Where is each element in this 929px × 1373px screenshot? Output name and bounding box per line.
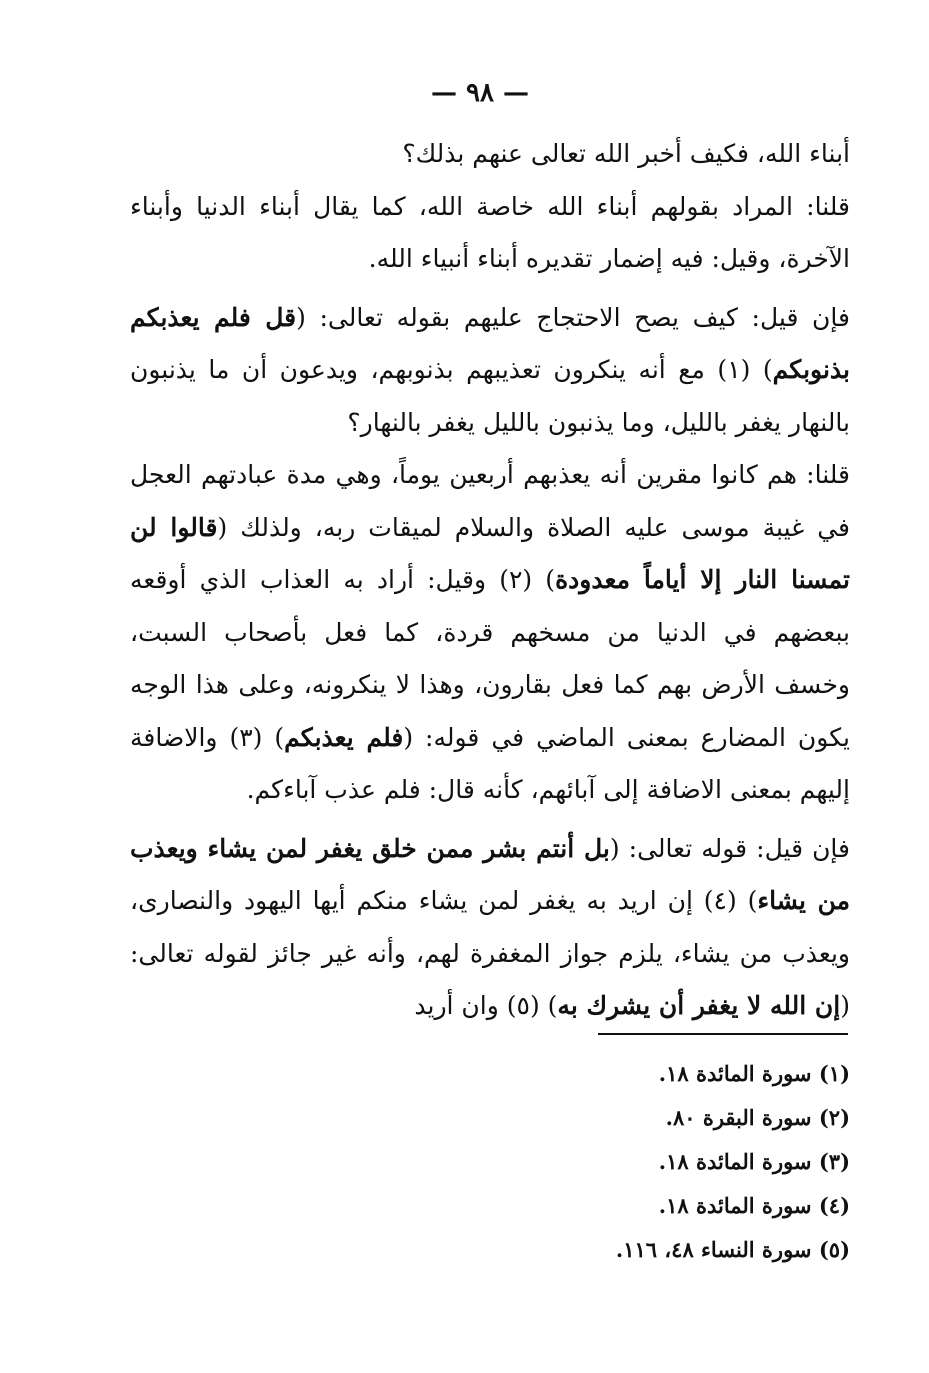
quran-quote: بل أنتم بشر ممن خلق يغفر لمن يشاء ويعذب من يشاء <box>130 833 850 915</box>
footnote: (٥) سورة النساء ٤٨، ١١٦. <box>615 1237 850 1262</box>
text-run: ) (٣) والاضافة إليهم بمعنى الاضافة إلى آبائهم، كأنه قال: فلم عذب آباءكم. <box>130 722 850 804</box>
text-run: أبناء الله، فكيف أخبر الله تعالى عنهم بذلك؟ <box>402 139 850 168</box>
footnote-divider <box>598 1033 848 1035</box>
footnote: (٣) سورة المائدة ١٨. <box>658 1149 850 1174</box>
quran-quote: قالوا لن تمسنا النار إلا أياماً معدودة <box>130 512 850 594</box>
quran-quote: إن الله لا يغفر أن يشرك به <box>557 991 841 1020</box>
text-run: ) (٥) وان أريد <box>414 991 558 1020</box>
footnote: (١) سورة المائدة ١٨. <box>658 1061 850 1086</box>
text-run: قلنا: هم كانوا مقرين أنه يعذبهم أربعين يوماً، وهي مدة عبادتهم العجل في غيبة موسى عليه الصلاة والسلام لميقات ربه، ولذلك ( <box>130 460 850 542</box>
paragraph <box>130 128 850 181</box>
text-run: فإن قيل: قوله تعالى: ( <box>609 833 850 863</box>
footnote: (٤) سورة المائدة ١٨. <box>658 1193 850 1218</box>
paragraph <box>130 181 850 286</box>
paragraph <box>130 823 850 1033</box>
page-number: — ٩٨ — <box>430 78 530 108</box>
text-run: ) (٢) وقيل: أراد به العذاب الذي أوقعه ببعضهم في الدنيا من مسخهم قردة، كما فعل بأصحاب السبت، وخسف الأرض بهم كما فعل بقارون، وهذا لا ينكرونه، وعلى هذا الوجه يكون المضارع بمعنى الماضي في قوله: ( <box>130 565 850 752</box>
text-run: فإن قيل: كيف يصح الاحتجاج عليهم بقوله تعالى: ( <box>296 302 850 332</box>
text-run: ) (٤) إن اريد به يغفر لمن يشاء منكم أيها اليهود والنصارى، ويعذب من يشاء، يلزم جواز المغفرة لهم، وأنه غير جائز لقوله تعالى: ( <box>130 886 850 1020</box>
text-run: ) (١) مع أنه ينكرون تعذيبهم بذنوبهم، ويدعون أن ما يذنبون بالنهار يغفر بالليل، وما يذنبون بالليل يغفر بالنهار؟ <box>130 355 850 437</box>
paragraph <box>130 292 850 450</box>
text-run: قلنا: المراد بقولهم أبناء الله خاصة الله، كما يقال أبناء الدنيا وأبناء الآخرة، وقيل: فيه إضمار تقديره أبناء أنبياء الله. <box>130 191 850 273</box>
paragraph <box>130 449 850 817</box>
footnotes <box>560 1052 850 1272</box>
main-text <box>130 128 850 1033</box>
quran-quote: قل فلم يعذبكم بذنوبكم <box>130 302 850 384</box>
quran-quote: فلم يعذبكم <box>284 722 404 752</box>
footnote: (٢) سورة البقرة ٨٠. <box>665 1105 850 1130</box>
